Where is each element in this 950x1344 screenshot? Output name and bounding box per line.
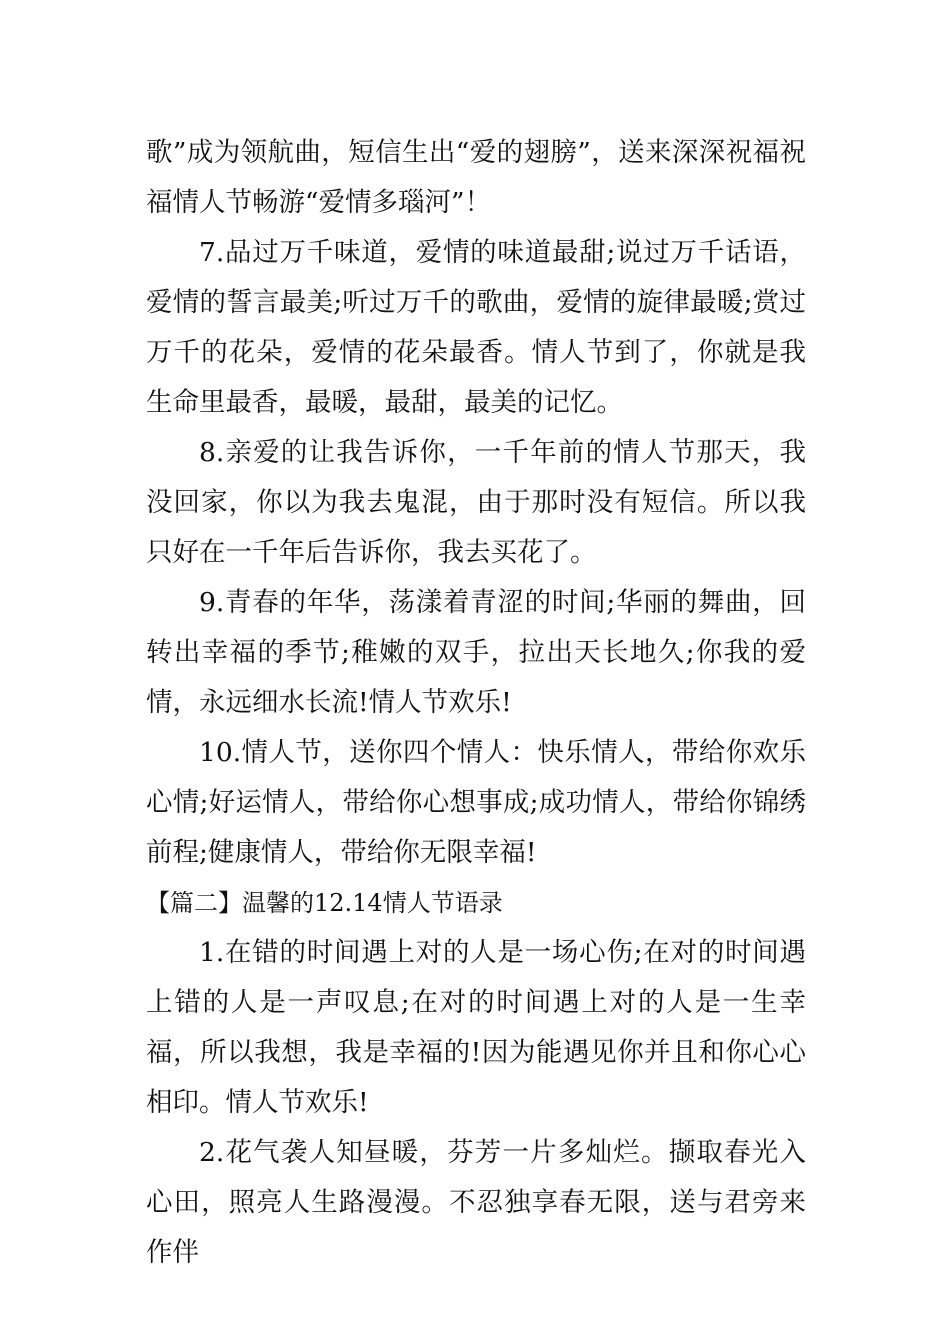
continued-paragraph: 歌”成为领航曲，短信生出“爱的翅膀”，送来深深祝福祝福情人节畅游“爱情多瑙河”！ [146,137,806,218]
list-item-9: 9.青春的年华，荡漾着青涩的时间;华丽的舞曲，回转出幸福的季节;稚嫩的双手，拉出天长地久;你我的爱情，永远细水长流!情人节欢乐! [146,587,806,718]
section-heading: 【篇二】温馨的12.14情人节语录 [146,889,503,917]
list-item-10: 10.情人节，送你四个情人：快乐情人，带给你欢乐心情;好运情人，带给你心想事成;成功情人，带给你锦绣前程;健康情人，带给你无限幸福! [146,737,806,868]
list-item-7: 7.品过万千味道，爱情的味道最甜;说过万千话语，爱情的誓言最美;听过万千的歌曲，爱情的旋律最暖;赏过万千的花朵，爱情的花朵最香。情人节到了，你就是我生命里最香，最暖，最甜，最美的记忆。 [146,237,806,418]
list-item-8: 8.亲爱的让我告诉你，一千年前的情人节那天，我没回家，你以为我去鬼混，由于那时没有短信。所以我只好在一千年后告诉你，我去买花了。 [146,437,806,568]
section2-list-item-2: 2.花气袭人知昼暖，芬芳一片多灿烂。撷取春光入心田，照亮人生路漫漫。不忍独享春无限，送与君旁来作伴 [146,1137,806,1268]
document-body [146,128,806,1278]
section2-list-item-1: 1.在错的时间遇上对的人是一场心伤;在对的时间遇上错的人是一声叹息;在对的时间遇上对的人是一生幸福，所以我想，我是幸福的!因为能遇见你并且和你心心相印。情人节欢乐! [146,937,806,1118]
